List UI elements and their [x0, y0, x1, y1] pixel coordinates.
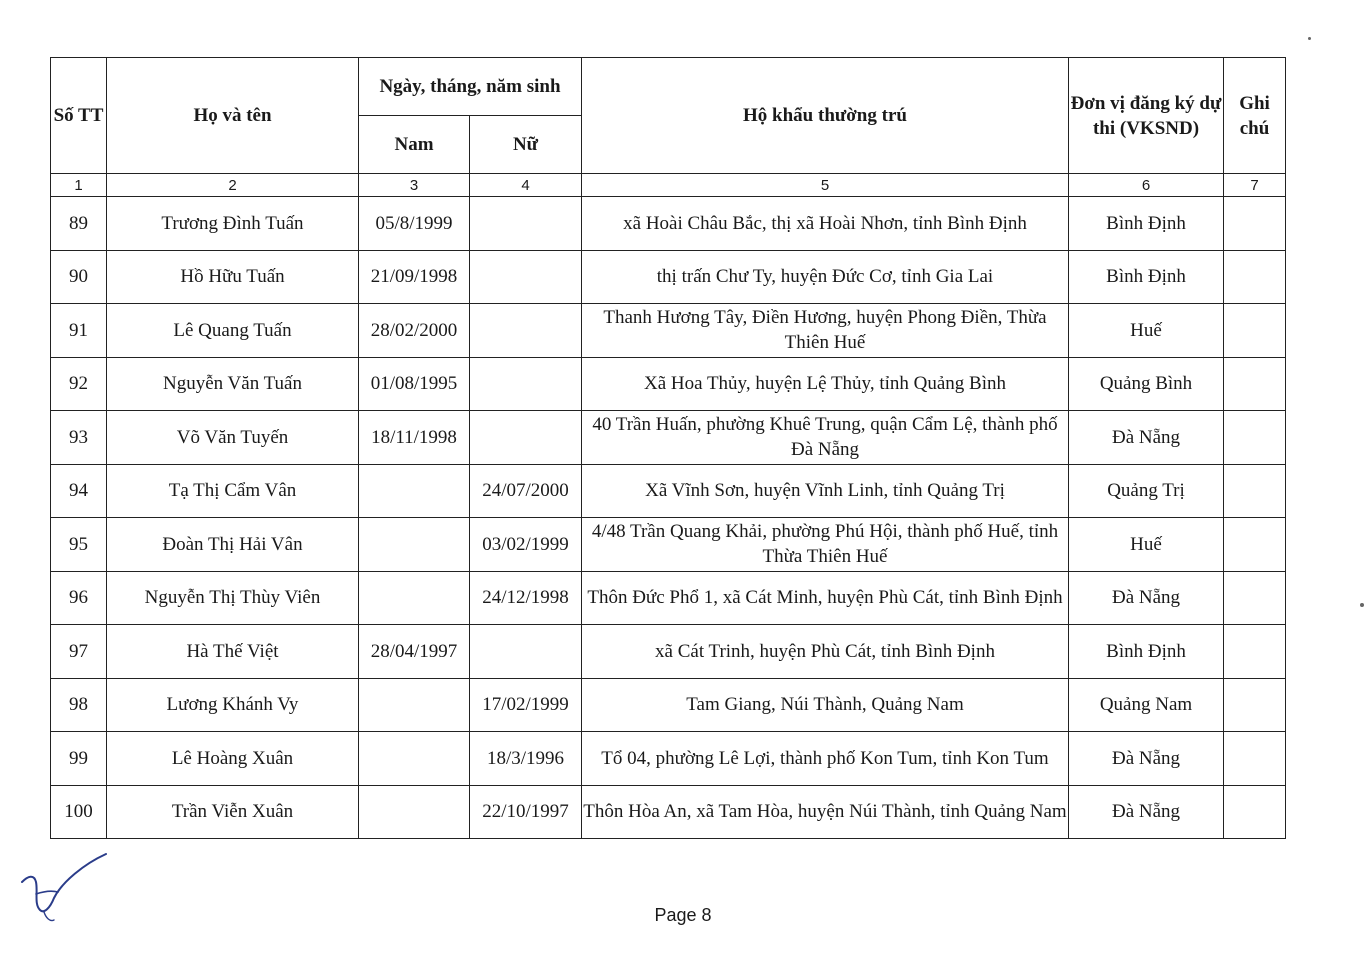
cell-dob-female [470, 357, 582, 411]
cell-dob-male: 28/04/1997 [359, 625, 470, 679]
cell-name: Lương Khánh Vy [107, 678, 359, 732]
cell-note [1224, 304, 1286, 358]
cell-unit: Huế [1069, 304, 1224, 358]
cell-note [1224, 411, 1286, 465]
table-row [51, 732, 1286, 786]
cell-residence: thị trấn Chư Ty, huyện Đức Cơ, tỉnh Gia Lai [582, 250, 1069, 304]
cell-name: Lê Quang Tuấn [107, 304, 359, 358]
cell-dob-male: 18/11/1998 [359, 411, 470, 465]
cell-stt: 91 [51, 304, 107, 358]
cell-dob-male [359, 464, 470, 518]
cell-dob-female: 17/02/1999 [470, 678, 582, 732]
cell-residence: Tam Giang, Núi Thành, Quảng Nam [582, 678, 1069, 732]
column-number: 4 [470, 174, 582, 197]
cell-dob-female [470, 411, 582, 465]
cell-name: Lê Hoàng Xuân [107, 732, 359, 786]
cell-name: Trần Viễn Xuân [107, 785, 359, 839]
table-row [51, 571, 1286, 625]
column-number-row [51, 174, 1286, 197]
cell-name: Võ Văn Tuyến [107, 411, 359, 465]
column-number: 2 [107, 174, 359, 197]
cell-dob-female: 24/07/2000 [470, 464, 582, 518]
column-number: 7 [1224, 174, 1286, 197]
table-row [51, 678, 1286, 732]
candidate-table [50, 57, 1286, 839]
cell-stt: 94 [51, 464, 107, 518]
cell-dob-male: 01/08/1995 [359, 357, 470, 411]
header-stt: Số TT [51, 58, 107, 174]
cell-residence: Xã Vĩnh Sơn, huyện Vĩnh Linh, tỉnh Quảng Trị [582, 464, 1069, 518]
cell-unit: Quảng Nam [1069, 678, 1224, 732]
cell-stt: 95 [51, 518, 107, 572]
cell-dob-female [470, 197, 582, 251]
cell-residence: xã Hoài Châu Bắc, thị xã Hoài Nhơn, tỉnh Bình Định [582, 197, 1069, 251]
column-number: 3 [359, 174, 470, 197]
table-row [51, 250, 1286, 304]
table-body [51, 197, 1286, 839]
cell-name: Nguyễn Văn Tuấn [107, 357, 359, 411]
table-row [51, 357, 1286, 411]
cell-stt: 99 [51, 732, 107, 786]
cell-dob-female: 03/02/1999 [470, 518, 582, 572]
cell-unit: Bình Định [1069, 625, 1224, 679]
cell-note [1224, 518, 1286, 572]
header-note: Ghi chú [1224, 58, 1286, 174]
cell-name: Tạ Thị Cẩm Vân [107, 464, 359, 518]
cell-dob-female: 24/12/1998 [470, 571, 582, 625]
cell-stt: 100 [51, 785, 107, 839]
cell-dob-male [359, 678, 470, 732]
table-row [51, 464, 1286, 518]
cell-stt: 90 [51, 250, 107, 304]
cell-note [1224, 785, 1286, 839]
cell-note [1224, 197, 1286, 251]
cell-unit: Đà Nẵng [1069, 732, 1224, 786]
cell-dob-female [470, 250, 582, 304]
cell-note [1224, 464, 1286, 518]
header-dob-group: Ngày, tháng, năm sinh [359, 58, 582, 116]
cell-residence: Xã Hoa Thủy, huyện Lệ Thủy, tỉnh Quảng Bình [582, 357, 1069, 411]
cell-note [1224, 357, 1286, 411]
cell-dob-male: 05/8/1999 [359, 197, 470, 251]
cell-stt: 92 [51, 357, 107, 411]
cell-residence: Thôn Đức Phổ 1, xã Cát Minh, huyện Phù Cát, tỉnh Bình Định [582, 571, 1069, 625]
cell-stt: 98 [51, 678, 107, 732]
cell-note [1224, 571, 1286, 625]
table-row [51, 785, 1286, 839]
cell-residence: Thanh Hương Tây, Điền Hương, huyện Phong Điền, Thừa Thiên Huế [582, 304, 1069, 358]
cell-unit: Huế [1069, 518, 1224, 572]
cell-stt: 97 [51, 625, 107, 679]
cell-unit: Đà Nẵng [1069, 411, 1224, 465]
cell-stt: 89 [51, 197, 107, 251]
cell-residence: Thôn Hòa An, xã Tam Hòa, huyện Núi Thành, tỉnh Quảng Nam [582, 785, 1069, 839]
cell-residence: 40 Trần Huấn, phường Khuê Trung, quận Cẩm Lệ, thành phố Đà Nẵng [582, 411, 1069, 465]
cell-stt: 96 [51, 571, 107, 625]
cell-dob-male: 21/09/1998 [359, 250, 470, 304]
cell-note [1224, 678, 1286, 732]
column-number: 5 [582, 174, 1069, 197]
cell-residence: 4/48 Trần Quang Khải, phường Phú Hội, thành phố Huế, tỉnh Thừa Thiên Huế [582, 518, 1069, 572]
cell-unit: Đà Nẵng [1069, 571, 1224, 625]
cell-residence: Tổ 04, phường Lê Lợi, thành phố Kon Tum, tỉnh Kon Tum [582, 732, 1069, 786]
table-row [51, 304, 1286, 358]
cell-unit: Bình Định [1069, 250, 1224, 304]
cell-name: Hà Thế Việt [107, 625, 359, 679]
cell-name: Trương Đình Tuấn [107, 197, 359, 251]
cell-note [1224, 250, 1286, 304]
cell-stt: 93 [51, 411, 107, 465]
table-row [51, 518, 1286, 572]
header-residence: Hộ khẩu thường trú [582, 58, 1069, 174]
page-number: Page 8 [654, 905, 712, 925]
cell-name: Hồ Hữu Tuấn [107, 250, 359, 304]
header-female: Nữ [470, 116, 582, 174]
scan-speck [1308, 37, 1311, 40]
column-number: 6 [1069, 174, 1224, 197]
cell-dob-male [359, 571, 470, 625]
cell-unit: Quảng Bình [1069, 357, 1224, 411]
cell-unit: Bình Định [1069, 197, 1224, 251]
table-row [51, 197, 1286, 251]
table-row [51, 411, 1286, 465]
cell-dob-female: 18/3/1996 [470, 732, 582, 786]
header-name: Họ và tên [107, 58, 359, 174]
header-unit: Đơn vị đăng ký dự thi (VKSND) [1069, 58, 1224, 174]
scan-speck [1360, 603, 1364, 607]
cell-note [1224, 732, 1286, 786]
cell-unit: Quảng Trị [1069, 464, 1224, 518]
cell-dob-male [359, 518, 470, 572]
table-header [51, 58, 1286, 197]
cell-dob-female [470, 304, 582, 358]
cell-residence: xã Cát Trinh, huyện Phù Cát, tỉnh Bình Định [582, 625, 1069, 679]
cell-dob-female: 22/10/1997 [470, 785, 582, 839]
cell-dob-male [359, 732, 470, 786]
cell-unit: Đà Nẵng [1069, 785, 1224, 839]
table-row [51, 625, 1286, 679]
header-male: Nam [359, 116, 470, 174]
cell-dob-female [470, 625, 582, 679]
cell-note [1224, 625, 1286, 679]
cell-name: Đoàn Thị Hải Vân [107, 518, 359, 572]
cell-dob-male: 28/02/2000 [359, 304, 470, 358]
cell-name: Nguyễn Thị Thùy Viên [107, 571, 359, 625]
cell-dob-male [359, 785, 470, 839]
column-number: 1 [51, 174, 107, 197]
